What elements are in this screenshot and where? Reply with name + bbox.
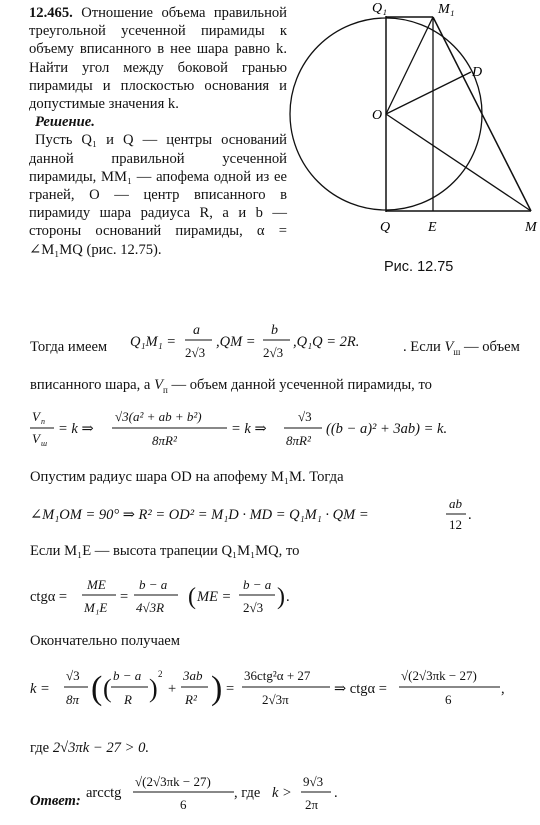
period: . bbox=[468, 507, 472, 523]
ratio-num-sub: п bbox=[41, 417, 45, 426]
var-v-sh-sub: ш bbox=[453, 346, 461, 357]
label-m: M bbox=[525, 220, 537, 235]
segment-o-d bbox=[386, 72, 471, 114]
ctg-d1: M₁E bbox=[84, 600, 108, 615]
paren-right: ) bbox=[149, 674, 158, 703]
angle-den: 12 bbox=[449, 517, 462, 532]
answer-den: 6 bbox=[180, 797, 187, 812]
text-if-word: . Если bbox=[403, 339, 441, 355]
answer-expression bbox=[86, 775, 366, 821]
text-sphere-tail: — объем данной усеченной пирамиды, то bbox=[171, 377, 432, 393]
eq-qm-num: b bbox=[271, 323, 278, 338]
segment-o-m1 bbox=[386, 17, 433, 114]
geometry-diagram bbox=[288, 0, 540, 290]
equation-q1m1-qm-q1q bbox=[130, 320, 400, 370]
ratio-den: V bbox=[32, 431, 40, 446]
eq-q1m1-num: a bbox=[193, 323, 200, 338]
text-sphere-line bbox=[30, 377, 432, 395]
eq-qm-den: 2√3 bbox=[263, 345, 284, 360]
label-d: D bbox=[472, 65, 483, 80]
var-v-sh: V bbox=[444, 339, 454, 355]
k-plus: + bbox=[168, 681, 177, 697]
label-m1: M₁ bbox=[438, 2, 455, 17]
k-3ab: 3ab bbox=[183, 668, 203, 683]
answer-where: , где bbox=[234, 785, 261, 801]
ratio-den-sub: ш bbox=[41, 439, 48, 448]
f2-num: √3 bbox=[298, 409, 312, 424]
paren-left: ( bbox=[103, 674, 112, 703]
answer-arcctg: arcctg bbox=[86, 785, 122, 801]
label-q: Q bbox=[380, 220, 391, 235]
k-d4: 6 bbox=[445, 692, 452, 707]
period: . bbox=[286, 589, 290, 605]
equation-volume-ratio bbox=[30, 403, 500, 457]
text-sphere: вписанного шара, а bbox=[30, 377, 151, 393]
figure-12-75 bbox=[288, 0, 540, 290]
big-paren-left: ( bbox=[91, 670, 103, 707]
k-n3: 36ctg²α + 27 bbox=[244, 668, 311, 683]
k-n4: √(2√3πk − 27) bbox=[401, 668, 477, 683]
eq-q1m1-den: 2√3 bbox=[185, 345, 206, 360]
k-lhs: k = bbox=[30, 681, 50, 697]
f1-num: √3(a² + ab + b²) bbox=[115, 409, 202, 424]
answer-num: √(2√3πk − 27) bbox=[135, 774, 211, 789]
answer-kd: 2π bbox=[305, 797, 319, 812]
me-lhs: ME = bbox=[197, 589, 232, 605]
problem-number: 12.465. bbox=[29, 5, 73, 21]
eq-q1m1-lhs: Q₁M₁ = bbox=[130, 334, 177, 350]
exp-2: 2 bbox=[158, 669, 163, 679]
text-where: где bbox=[30, 740, 50, 756]
k-in-den: R bbox=[124, 692, 132, 707]
k-eq: = bbox=[226, 681, 235, 697]
ratio-num: V bbox=[32, 409, 40, 424]
answer-kn: 9√3 bbox=[303, 774, 324, 789]
apothem-m1-m bbox=[433, 17, 531, 211]
paren-right: ) bbox=[277, 584, 285, 610]
big-paren-right: ) bbox=[211, 670, 223, 707]
text-if bbox=[403, 339, 520, 357]
f2-tail: ((b − a)² + 3ab) = k. bbox=[326, 421, 448, 437]
segment-o-m bbox=[386, 114, 531, 211]
text-then: Тогда имеем bbox=[30, 339, 108, 355]
me-den: 2√3 bbox=[243, 600, 264, 615]
ctg-d2: 4√3R bbox=[136, 600, 165, 615]
k-n1: √3 bbox=[66, 668, 80, 683]
k-in-num: b − a bbox=[113, 668, 142, 683]
period: . bbox=[334, 785, 338, 801]
me-num: b − a bbox=[243, 577, 272, 592]
text-condition bbox=[30, 740, 149, 757]
eq-angle: ∠M₁OM = 90° ⇒ R² = OD² = M₁D · MD = Q₁M₁ · QM = bbox=[30, 507, 369, 523]
eq-q1q: ,Q₁Q = 2R. bbox=[293, 334, 360, 350]
equation-angle bbox=[30, 495, 500, 541]
solution-intro: Пусть Q₁ и Q — центры оснований данной правильной усеченной пирамиды, MM₁ — апофема одной из ее граней, O — центр вписанного в пирамиду шара радиуса R, a и b — стороны оснований пирамиды, α = ∠M₁MQ (рис. 12.75). bbox=[29, 132, 287, 258]
figure-caption: Рис. 12.75 bbox=[384, 259, 454, 275]
eq-k: = k ⇒ bbox=[58, 421, 94, 437]
eq-k2: = k ⇒ bbox=[231, 421, 267, 437]
solution-heading: Решение. bbox=[35, 114, 95, 131]
k-implies: ⇒ ctgα = bbox=[334, 681, 387, 697]
k-r2: R² bbox=[185, 692, 197, 707]
text-drop-radius: Опустим радиус шара OD на апофему M₁M. Тогда bbox=[30, 469, 344, 485]
var-v-p-sub: п bbox=[162, 384, 168, 395]
text-volume: — объем bbox=[463, 339, 520, 355]
k-d1: 8π bbox=[66, 692, 80, 707]
comma: , bbox=[501, 681, 505, 697]
var-v-p: V bbox=[154, 377, 163, 393]
label-e: E bbox=[428, 220, 437, 235]
f2-den: 8πR² bbox=[286, 433, 311, 448]
condition-expr: 2√3πk − 27 > 0. bbox=[52, 740, 150, 756]
label-o: O bbox=[372, 108, 383, 123]
answer-label: Ответ: bbox=[30, 793, 81, 809]
equation-ctg bbox=[30, 570, 330, 624]
text-if-height: Если M₁E — высота трапеции Q₁M₁MQ, то bbox=[30, 543, 300, 559]
ctg-lhs: ctgα = bbox=[30, 589, 68, 605]
ctg-n1: ME bbox=[87, 577, 106, 592]
label-q1: Q₁ bbox=[372, 1, 387, 16]
answer-k: k > bbox=[272, 785, 292, 801]
ctg-n2: b − a bbox=[139, 577, 168, 592]
problem-statement: Отношение объема правильной треугольной усеченной пирамиды к объему вписанного в нее шара равно k. Найти угол между боковой гранью пирамиды и плоскостью основания и допустимые значения k. bbox=[29, 5, 287, 113]
k-d3: 2√3π bbox=[262, 692, 289, 707]
eq-sign: = bbox=[120, 589, 129, 605]
f1-den: 8πR² bbox=[152, 433, 177, 448]
eq-qm-lhs: ,QM = bbox=[216, 334, 256, 350]
equation-k bbox=[30, 660, 510, 720]
problem-text-block bbox=[29, 4, 287, 259]
paren-left: ( bbox=[188, 584, 196, 610]
angle-num: ab bbox=[449, 496, 462, 511]
text-finally: Окончательно получаем bbox=[30, 633, 181, 649]
